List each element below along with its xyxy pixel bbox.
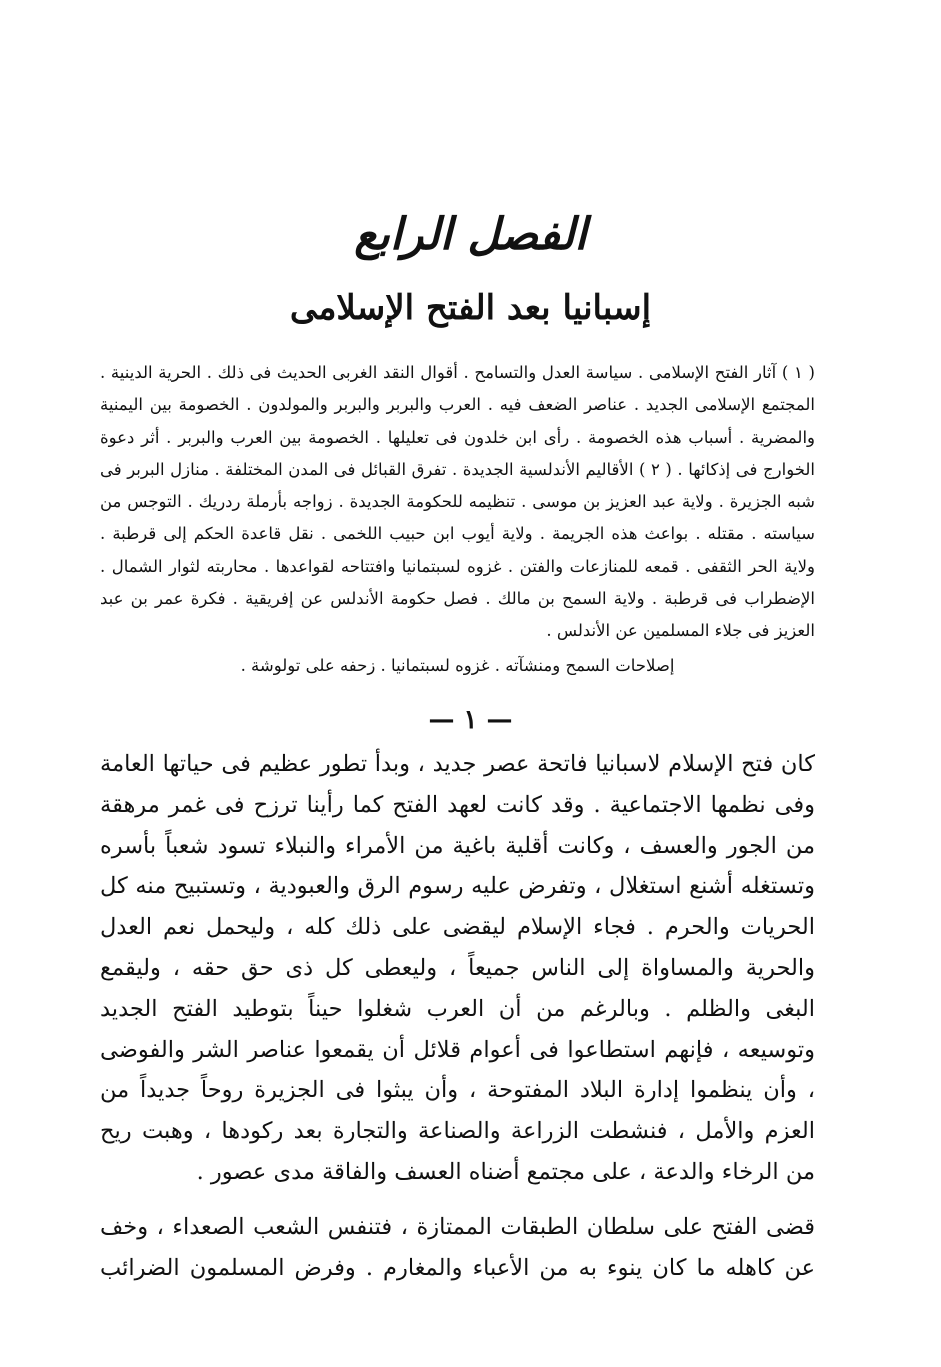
body-paragraph-2: قضى الفتح على سلطان الطبقات الممتازة ، فتنفس الشعب الصعداء ، وخف عن كاهله ما كان ينوء به من الأعباء والمغارم . وفرض المسلمون الضرائب (100, 1214, 815, 1281)
body-paragraph-1: كان فتح الإسلام لاسبانيا فاتحة عصر جديد ، وبدأ تطور عظيم فى حياتها العامة وفى نظمها الاجتماعية . وقد كانت لعهد الفتح كما رأينا ترزح فى غمر مرهقة من الجور والعسف ، وكانت أقلية باغية من الأمراء والنبلاء تسود شعباً بأسره وتستغله أشنع استغلال ، وتفرض عليه رسوم الرق والعبودية ، وتستبيح منه كل الحريات والحرم . فجاء الإسلام ليقضى على ذلك كله ، وليحمل نعم العدل والحرية والمساواة إلى الناس جميعاً ، وليعطى كل ذى حق حقه ، وليقمع البغى والظلم . وبالرغم من أن العرب شغلوا حيناً بتوطيد الفتح الجديد وتوسيعه ، فإنهم استطاعوا فى أعوام قلائل أن يقمعوا عناصر الشر والفوضى ، وأن ينظموا إدارة البلاد المفتوحة ، وأن يبثوا فى الجزيرة روحاً جديداً من العزم والأمل ، فنشطت الزراعة والصناعة والتجارة بعد ركودها ، وهبت ريح من الرخاء والدعة ، على مجتمع أضناه العسف والفاقة مدى عصور . (100, 751, 815, 1185)
chapter-summary-last-line: إصلاحات السمح ومنشآته . غزوه لسبتمانيا . زحفه على تولوشة . (240, 656, 675, 675)
chapter-summary: ( ١ ) آثار الفتح الإسلامى . سياسة العدل والتسامح . أقوال النقد الغربى الحديث فى ذلك . الحرية الدينية . المجتمع الإسلامى الجديد . عناصر الضعف فيه . العرب والبربر والبربر والمولدون . الخصومة بين اليمنية والمضرية . أسباب هذه الخصومة . رأى ابن خلدون فى تعليلها . الخصومة بين العرب والبربر . أثر دعوة الخوارج فى إذكائها . ( ٢ ) الأقاليم الأندلسية الجديدة . تفرق القبائل فى المدن المختلفة . منازل البربر فى شبه الجزيرة . ولاية عبد العزيز بن موسى . تنظيمه للحكومة الجديدة . زواجه بأرملة ردريك . التوجس من سياسته . مقتله . بواعث هذه الجريمة . ولاية أيوب ابن حبيب اللخمى . نقل قاعدة الحكم إلى قرطبة . ولاية الحر الثقفى . قمعه للمنازعات والفتن . غزوه لسبتمانيا وافتتاحه لقواعدها . محاربته لثوار الشمال . الإضطراب فى قرطبة . ولاية السمح بن مالك . فصل حكومة الأندلس عن إفريقية . فكرة عمر بن عبد العزيز فى جلاء المسلمين عن الأندلس . (100, 363, 815, 641)
chapter-title: الفصل الرابع (354, 209, 587, 260)
chapter-subtitle: إسبانيا بعد الفتح الإسلامى (289, 288, 652, 328)
section-number: — ١ — (428, 705, 513, 735)
